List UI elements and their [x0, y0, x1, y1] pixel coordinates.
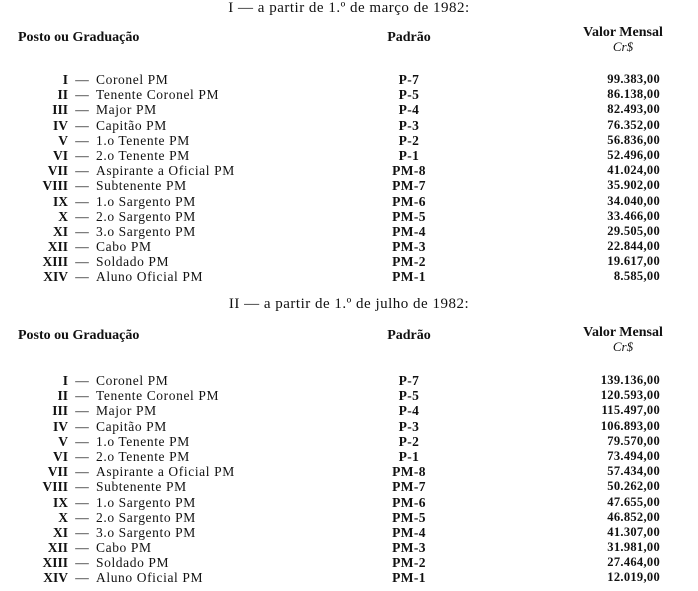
valor-mensal: 82.493,00 — [607, 102, 660, 117]
dash-separator: — — [75, 555, 89, 571]
table-row — [0, 449, 698, 464]
padrao-code: P-2 — [398, 132, 420, 148]
padrao-code: PM-6 — [392, 494, 426, 510]
valor-mensal: 115.497,00 — [601, 403, 660, 418]
roman-numeral: XI — [52, 223, 68, 239]
table-row — [0, 87, 698, 102]
table-row — [0, 479, 698, 494]
table-row — [0, 570, 698, 585]
valor-mensal: 57.434,00 — [607, 464, 660, 479]
dash-separator: — — [75, 509, 89, 525]
dash-separator: — — [75, 433, 89, 449]
table-row — [0, 178, 698, 193]
dash-separator: — — [75, 239, 89, 255]
rank-name: 3.o Sargento PM — [96, 524, 196, 540]
table-row — [0, 434, 698, 449]
table-row — [0, 269, 698, 284]
table-row — [0, 525, 698, 540]
dash-separator: — — [75, 448, 89, 464]
rank-name: 2.o Sargento PM — [96, 208, 196, 224]
rank-name: Capitão PM — [96, 418, 167, 434]
dash-separator: — — [75, 163, 89, 179]
dash-separator: — — [75, 193, 89, 209]
valor-mensal: 56.836,00 — [607, 132, 660, 147]
dash-separator: — — [75, 72, 89, 87]
roman-numeral: XIII — [42, 254, 68, 270]
table-row — [0, 148, 698, 163]
roman-numeral: IV — [52, 117, 68, 133]
rank-name: Aspirante a Oficial PM — [96, 464, 235, 480]
padrao-code: PM-4 — [392, 223, 426, 239]
padrao-code: PM-1 — [392, 269, 426, 285]
rank-name: Tenente Coronel PM — [96, 87, 220, 103]
roman-numeral: VI — [52, 448, 68, 464]
rank-name: Major PM — [96, 403, 157, 419]
valor-mensal: 47.655,00 — [607, 494, 660, 509]
rank-name: Soldado PM — [96, 254, 170, 270]
valor-mensal: 35.902,00 — [607, 178, 660, 193]
roman-numeral: XIII — [42, 555, 68, 571]
valor-mensal: 120.593,00 — [600, 388, 660, 403]
dash-separator: — — [75, 132, 89, 148]
section-2-header-padrao: Padrão — [387, 328, 431, 343]
section-1-header-valor-label: Valor Mensal — [583, 25, 663, 40]
padrao-code: PM-3 — [392, 540, 426, 556]
table-row — [0, 510, 698, 525]
table-row — [0, 224, 698, 239]
rank-name: Aluno Oficial PM — [96, 269, 204, 285]
rank-name: 1.o Tenente PM — [96, 132, 190, 148]
section-2-header-currency: Cr$ — [612, 339, 634, 354]
dash-separator: — — [75, 102, 89, 118]
padrao-code: P-2 — [398, 433, 420, 449]
roman-numeral: VII — [47, 163, 68, 179]
valor-mensal: 76.352,00 — [607, 117, 660, 132]
table-row — [0, 72, 698, 87]
roman-numeral: I — [62, 373, 68, 388]
padrao-code: P-1 — [398, 448, 420, 464]
rank-name: Subtenente PM — [96, 178, 187, 194]
rank-name: Capitão PM — [96, 117, 167, 133]
roman-numeral: X — [58, 208, 68, 224]
rank-name: 2.o Tenente PM — [96, 448, 190, 464]
valor-mensal: 73.494,00 — [607, 448, 660, 463]
dash-separator: — — [75, 418, 89, 434]
padrao-code: P-4 — [398, 403, 420, 419]
rank-name: 2.o Tenente PM — [96, 147, 190, 163]
rank-name: 1.o Sargento PM — [96, 494, 196, 510]
dash-separator: — — [75, 223, 89, 239]
section-1-header-padrao: Padrão — [387, 30, 431, 45]
padrao-code: PM-6 — [392, 193, 426, 209]
rank-name: 1.o Sargento PM — [96, 193, 196, 209]
section-1-title: I — a partir de 1.º de março de 1982: — [228, 0, 470, 16]
roman-numeral: XII — [47, 239, 68, 255]
roman-numeral: III — [52, 403, 68, 419]
padrao-code: PM-5 — [392, 509, 426, 525]
dash-separator: — — [75, 117, 89, 133]
roman-numeral: VIII — [42, 479, 68, 495]
padrao-code: PM-8 — [392, 163, 426, 179]
padrao-code: PM-4 — [392, 524, 426, 540]
rank-name: Tenente Coronel PM — [96, 388, 220, 404]
padrao-code: PM-5 — [392, 208, 426, 224]
valor-mensal: 52.496,00 — [607, 147, 660, 162]
dash-separator: — — [75, 178, 89, 194]
table-row — [0, 163, 698, 178]
roman-numeral: V — [58, 132, 68, 148]
section-2-header-valor-label: Valor Mensal — [583, 325, 663, 340]
padrao-code: P-1 — [398, 147, 420, 163]
dash-separator: — — [75, 494, 89, 510]
rank-name: 3.o Sargento PM — [96, 223, 196, 239]
roman-numeral: XI — [52, 524, 68, 540]
roman-numeral: IV — [52, 418, 68, 434]
rank-name: Soldado PM — [96, 555, 170, 571]
roman-numeral: IX — [52, 494, 68, 510]
roman-numeral: VI — [52, 147, 68, 163]
rank-name: Cabo PM — [96, 239, 152, 255]
padrao-code: PM-2 — [392, 254, 426, 270]
valor-mensal: 8.585,00 — [613, 269, 660, 284]
dash-separator: — — [75, 570, 89, 586]
padrao-code: P-3 — [398, 117, 420, 133]
section-2-header-posto: Posto ou Graduação — [18, 328, 140, 343]
roman-numeral: III — [52, 102, 68, 118]
rank-name: Major PM — [96, 102, 157, 118]
valor-mensal: 41.024,00 — [607, 163, 660, 178]
table-row — [0, 464, 698, 479]
roman-numeral: I — [62, 72, 68, 87]
padrao-code: PM-7 — [392, 178, 426, 194]
dash-separator: — — [75, 254, 89, 270]
rank-name: Aspirante a Oficial PM — [96, 163, 235, 179]
roman-numeral: XIV — [43, 570, 68, 586]
rank-name: 1.o Tenente PM — [96, 433, 190, 449]
table-row — [0, 403, 698, 418]
table-row — [0, 373, 698, 388]
padrao-code: P-3 — [398, 418, 420, 434]
valor-mensal: 106.893,00 — [600, 418, 660, 433]
padrao-code: PM-1 — [392, 570, 426, 586]
padrao-code: P-5 — [398, 87, 420, 103]
dash-separator: — — [75, 147, 89, 163]
valor-mensal: 29.505,00 — [607, 223, 660, 238]
table-row — [0, 239, 698, 254]
padrao-code: PM-3 — [392, 239, 426, 255]
valor-mensal: 34.040,00 — [607, 193, 660, 208]
dash-separator: — — [75, 388, 89, 404]
roman-numeral: V — [58, 433, 68, 449]
dash-separator: — — [75, 269, 89, 285]
table-row — [0, 540, 698, 555]
section-1-header-posto: Posto ou Graduação — [18, 30, 140, 45]
valor-mensal: 31.981,00 — [607, 540, 660, 555]
table-row — [0, 254, 698, 269]
padrao-code: PM-7 — [392, 479, 426, 495]
roman-numeral: II — [57, 388, 68, 404]
table-row — [0, 388, 698, 403]
rank-name: 2.o Sargento PM — [96, 509, 196, 525]
roman-numeral: IX — [52, 193, 68, 209]
dash-separator: — — [75, 524, 89, 540]
valor-mensal: 99.383,00 — [607, 72, 660, 86]
valor-mensal: 27.464,00 — [607, 555, 660, 570]
table-row — [0, 194, 698, 209]
valor-mensal: 79.570,00 — [607, 433, 660, 448]
valor-mensal: 50.262,00 — [607, 479, 660, 494]
padrao-code: PM-8 — [392, 464, 426, 480]
roman-numeral: VII — [47, 464, 68, 480]
roman-numeral: X — [58, 509, 68, 525]
dash-separator: — — [75, 373, 89, 388]
valor-mensal: 33.466,00 — [607, 208, 660, 223]
roman-numeral: XIV — [43, 269, 68, 285]
padrao-code: PM-2 — [392, 555, 426, 571]
valor-mensal: 46.852,00 — [607, 509, 660, 524]
section-1-table — [0, 72, 698, 285]
table-row — [0, 419, 698, 434]
dash-separator: — — [75, 87, 89, 103]
padrao-code: P-5 — [398, 388, 420, 404]
table-row — [0, 555, 698, 570]
rank-name: Coronel PM — [96, 72, 169, 87]
dash-separator: — — [75, 464, 89, 480]
table-row — [0, 495, 698, 510]
dash-separator: — — [75, 403, 89, 419]
padrao-code: P-7 — [398, 72, 420, 87]
table-row — [0, 102, 698, 117]
rank-name: Cabo PM — [96, 540, 152, 556]
table-row — [0, 118, 698, 133]
table-row — [0, 209, 698, 224]
dash-separator: — — [75, 208, 89, 224]
valor-mensal: 139.136,00 — [600, 373, 660, 387]
section-2-title: II — a partir de 1.º de julho de 1982: — [228, 296, 470, 312]
valor-mensal: 19.617,00 — [607, 254, 660, 269]
padrao-code: P-7 — [398, 373, 420, 388]
rank-name: Aluno Oficial PM — [96, 570, 204, 586]
dash-separator: — — [75, 540, 89, 556]
valor-mensal: 41.307,00 — [607, 524, 660, 539]
section-2-table — [0, 373, 698, 586]
section-1-header-valor — [566, 26, 680, 54]
valor-mensal: 12.019,00 — [607, 570, 660, 585]
valor-mensal: 86.138,00 — [607, 87, 660, 102]
padrao-code: P-4 — [398, 102, 420, 118]
rank-name: Subtenente PM — [96, 479, 187, 495]
roman-numeral: II — [57, 87, 68, 103]
section-2-header-valor — [566, 326, 680, 354]
valor-mensal: 22.844,00 — [607, 239, 660, 254]
table-row — [0, 133, 698, 148]
dash-separator: — — [75, 479, 89, 495]
roman-numeral: XII — [47, 540, 68, 556]
rank-name: Coronel PM — [96, 373, 169, 388]
roman-numeral: VIII — [42, 178, 68, 194]
section-1-header-currency: Cr$ — [612, 39, 634, 54]
